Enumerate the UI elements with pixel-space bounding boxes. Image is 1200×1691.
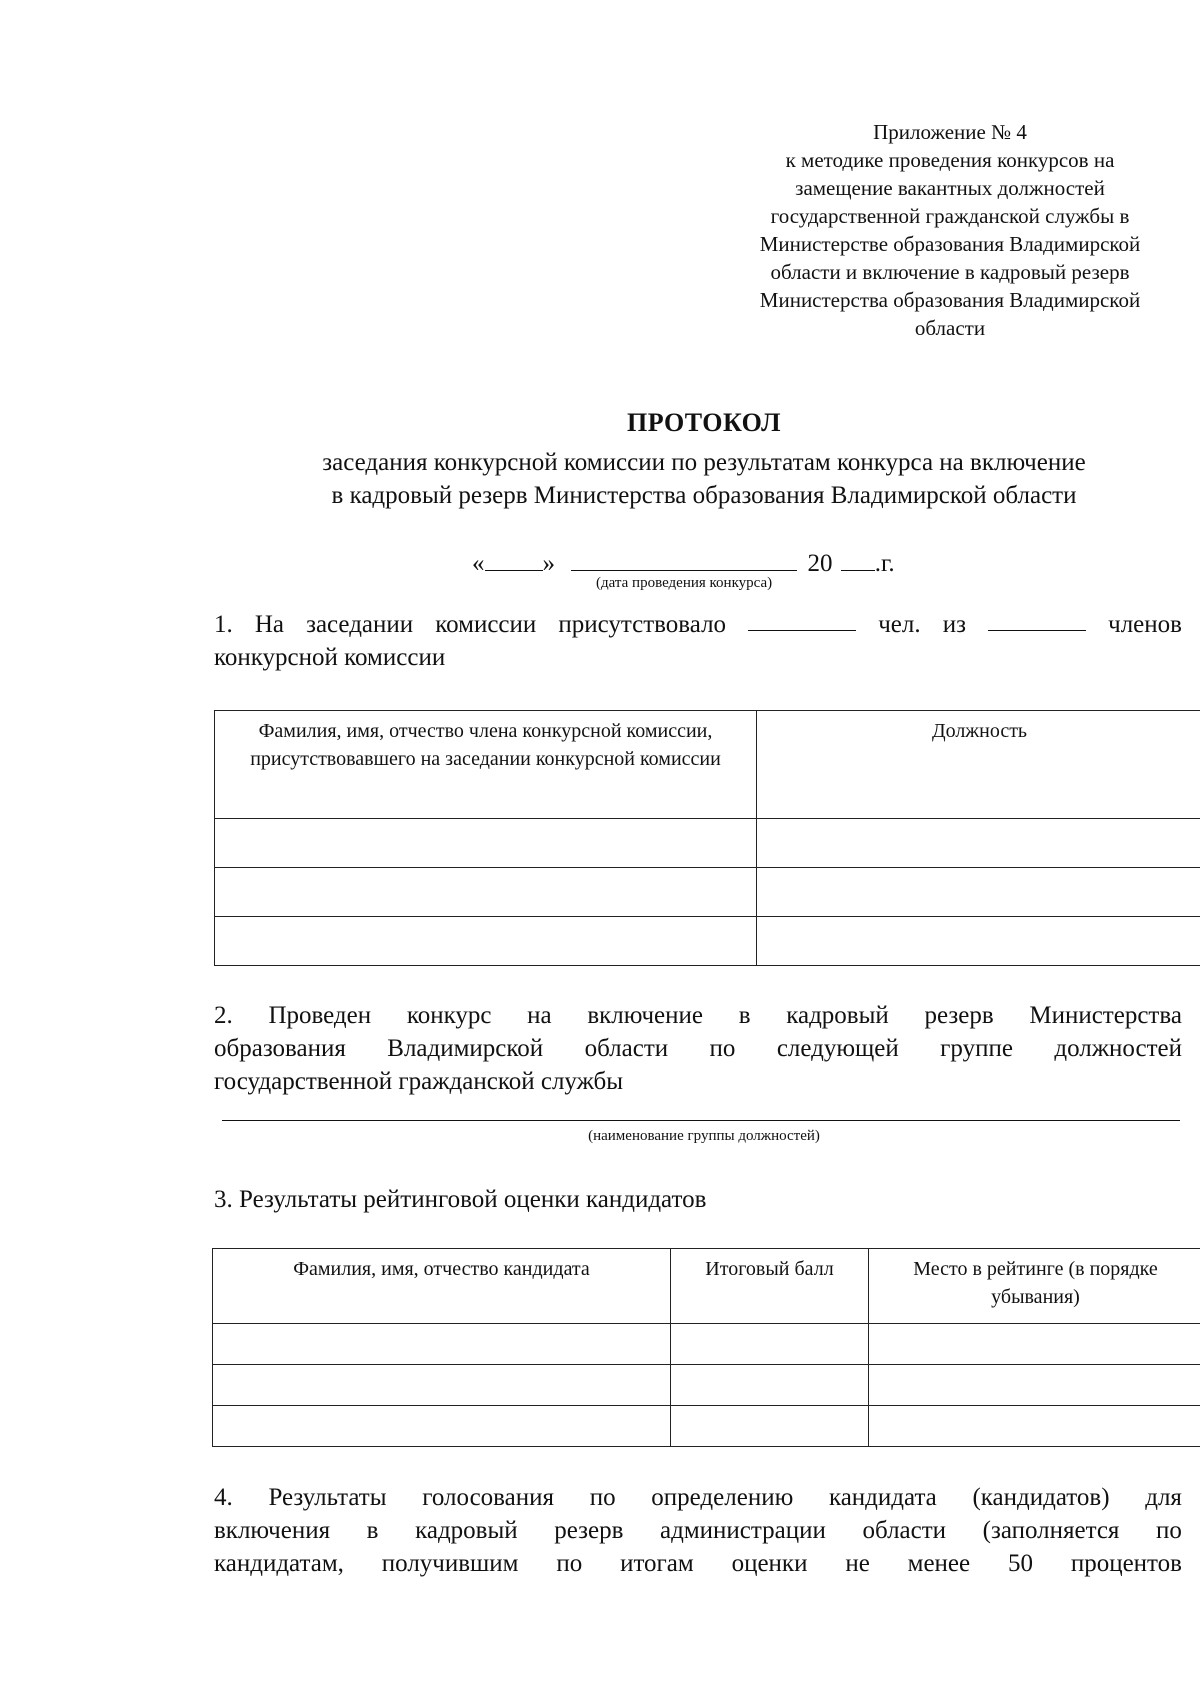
- member-position-cell[interactable]: [757, 917, 1200, 966]
- member-name-cell[interactable]: [215, 868, 757, 917]
- section-2-line-3: государственной гражданской службы: [214, 1068, 624, 1095]
- member-name-cell[interactable]: [215, 917, 757, 966]
- section-3-heading: 3. Результаты рейтинговой оценки кандидатов: [214, 1186, 707, 1213]
- word: итогам: [620, 1550, 694, 1577]
- header-text: Фамилия, имя, отчество члена конкурсной комиссии, присутствовавшего на заседании конкурсной комиссии: [250, 720, 721, 770]
- word: включение: [587, 1002, 704, 1029]
- table-row: [215, 868, 1200, 917]
- section-1-line-2: конкурсной комиссии: [214, 644, 446, 671]
- date-caption: (дата проведения конкурса): [596, 575, 773, 591]
- appendix-line: государственной гражданской службы в: [770, 204, 1130, 228]
- word: Владимирской: [387, 1035, 544, 1062]
- appendix-line: замещение вакантных должностей: [795, 176, 1105, 200]
- total-score-cell[interactable]: [671, 1324, 869, 1365]
- appendix-line: Министерстве образования Владимирской: [759, 232, 1141, 256]
- word: в: [366, 1517, 379, 1544]
- quote-close: »: [542, 550, 555, 577]
- word: по: [589, 1484, 616, 1511]
- word: конкурс: [406, 1002, 492, 1029]
- word: по: [556, 1550, 583, 1577]
- word: 1.: [214, 611, 233, 638]
- member-position-cell[interactable]: [757, 868, 1200, 917]
- total-count-blank[interactable]: [988, 608, 1086, 631]
- section-4-line-3: [214, 1547, 1182, 1580]
- word: из: [942, 611, 966, 638]
- document-subtitle: [0, 446, 1200, 512]
- word: комиссии: [435, 611, 537, 638]
- word: администрации: [660, 1517, 826, 1544]
- table-header-row: [215, 711, 1200, 819]
- section-4-line-1: [214, 1481, 1182, 1514]
- section-2-line-2: [214, 1032, 1182, 1065]
- table-row: [213, 1324, 1200, 1365]
- month-blank[interactable]: [571, 548, 797, 571]
- commission-members-table: [214, 710, 1200, 966]
- section-1-line-1: [214, 608, 1182, 641]
- total-score-cell[interactable]: [671, 1406, 869, 1447]
- word: образования: [214, 1035, 346, 1062]
- header-position: [757, 711, 1200, 819]
- word: не: [845, 1550, 870, 1577]
- section-2-line-1: [214, 999, 1182, 1032]
- word: должностей: [1054, 1035, 1182, 1062]
- word: (кандидатов): [972, 1484, 1110, 1511]
- date-line: [472, 548, 895, 578]
- year-prefix: 20: [807, 550, 833, 577]
- word: 50: [1007, 1550, 1033, 1577]
- candidate-name-cell[interactable]: [213, 1365, 671, 1406]
- word: следующей: [776, 1035, 899, 1062]
- present-count-blank[interactable]: [748, 608, 856, 631]
- header-rating-place: [869, 1249, 1200, 1324]
- word: резерв: [924, 1002, 994, 1029]
- word: по: [709, 1035, 736, 1062]
- table-row: [213, 1406, 1200, 1447]
- year-blank[interactable]: [841, 548, 875, 571]
- header-text: Должность: [931, 720, 1028, 742]
- candidate-name-cell[interactable]: [213, 1406, 671, 1447]
- header-total-score: [671, 1249, 869, 1324]
- table-row: [215, 917, 1200, 966]
- word: кадровый: [415, 1517, 518, 1544]
- rating-place-cell[interactable]: [869, 1406, 1200, 1447]
- word: кадровый: [786, 1002, 889, 1029]
- section-4-line-2: [214, 1514, 1182, 1547]
- word: области: [862, 1517, 947, 1544]
- word: группе: [940, 1035, 1013, 1062]
- appendix-line: к методике проведения конкурсов на: [785, 148, 1115, 172]
- table-row: [213, 1365, 1200, 1406]
- header-text: Итоговый балл: [705, 1258, 834, 1280]
- title-text: ПРОТОКОЛ: [627, 408, 781, 437]
- day-blank[interactable]: [485, 548, 543, 571]
- table-row: [215, 819, 1200, 868]
- word: определению: [651, 1484, 794, 1511]
- word: получившим: [381, 1550, 519, 1577]
- word: (заполняется: [982, 1517, 1120, 1544]
- word: Результаты: [268, 1484, 387, 1511]
- word: присутствовало: [558, 611, 727, 638]
- header-text: Фамилия, имя, отчество кандидата: [293, 1258, 590, 1280]
- word: Проведен: [268, 1002, 372, 1029]
- appendix-header: [700, 118, 1200, 342]
- appendix-line: области: [914, 316, 986, 340]
- word: На: [254, 611, 284, 638]
- word: заседании: [306, 611, 414, 638]
- word: 4.: [214, 1484, 233, 1511]
- subtitle-line: заседания конкурсной комиссии по результатам конкурса на включение: [322, 449, 1086, 476]
- rating-place-cell[interactable]: [869, 1324, 1200, 1365]
- candidate-name-cell[interactable]: [213, 1324, 671, 1365]
- appendix-line: Приложение № 4: [873, 120, 1027, 144]
- year-suffix: .г.: [874, 550, 895, 577]
- rating-place-cell[interactable]: [869, 1365, 1200, 1406]
- word: менее: [907, 1550, 971, 1577]
- caption-text: (наименование группы должностей): [588, 1128, 820, 1144]
- word: 2.: [214, 1002, 233, 1029]
- section-1: [214, 608, 1182, 674]
- position-group-caption: [0, 1128, 1200, 1145]
- header-text: Место в рейтинге (в порядке убывания): [913, 1258, 1158, 1308]
- table-header-row: [213, 1249, 1200, 1324]
- header-candidate-name: [213, 1249, 671, 1324]
- word: членов: [1108, 611, 1182, 638]
- appendix-line: Министерства образования Владимирской: [759, 288, 1141, 312]
- member-position-cell[interactable]: [757, 819, 1200, 868]
- word: кандидата: [828, 1484, 937, 1511]
- appendix-line: области и включение в кадровый резерв: [770, 260, 1130, 284]
- document-title: [0, 408, 1200, 438]
- quote-open: «: [472, 550, 485, 577]
- word: процентов: [1070, 1550, 1182, 1577]
- total-score-cell[interactable]: [671, 1365, 869, 1406]
- candidate-rating-table: [212, 1248, 1200, 1447]
- word: оценки: [731, 1550, 808, 1577]
- word: включения: [214, 1517, 331, 1544]
- word: Министерства: [1029, 1002, 1182, 1029]
- word: голосования: [422, 1484, 555, 1511]
- word: по: [1156, 1517, 1182, 1544]
- position-group-blank[interactable]: [222, 1120, 1180, 1121]
- header-member-name: [215, 711, 757, 819]
- section-2: [214, 999, 1182, 1098]
- word: кандидатам,: [214, 1550, 344, 1577]
- subtitle-line: в кадровый резерв Министерства образования Владимирской области: [331, 482, 1077, 509]
- word: в: [738, 1002, 751, 1029]
- section-4: [214, 1481, 1182, 1580]
- word: резерв: [554, 1517, 624, 1544]
- member-name-cell[interactable]: [215, 819, 757, 868]
- word: для: [1145, 1484, 1182, 1511]
- word: на: [527, 1002, 552, 1029]
- word: чел.: [878, 611, 921, 638]
- word: области: [584, 1035, 669, 1062]
